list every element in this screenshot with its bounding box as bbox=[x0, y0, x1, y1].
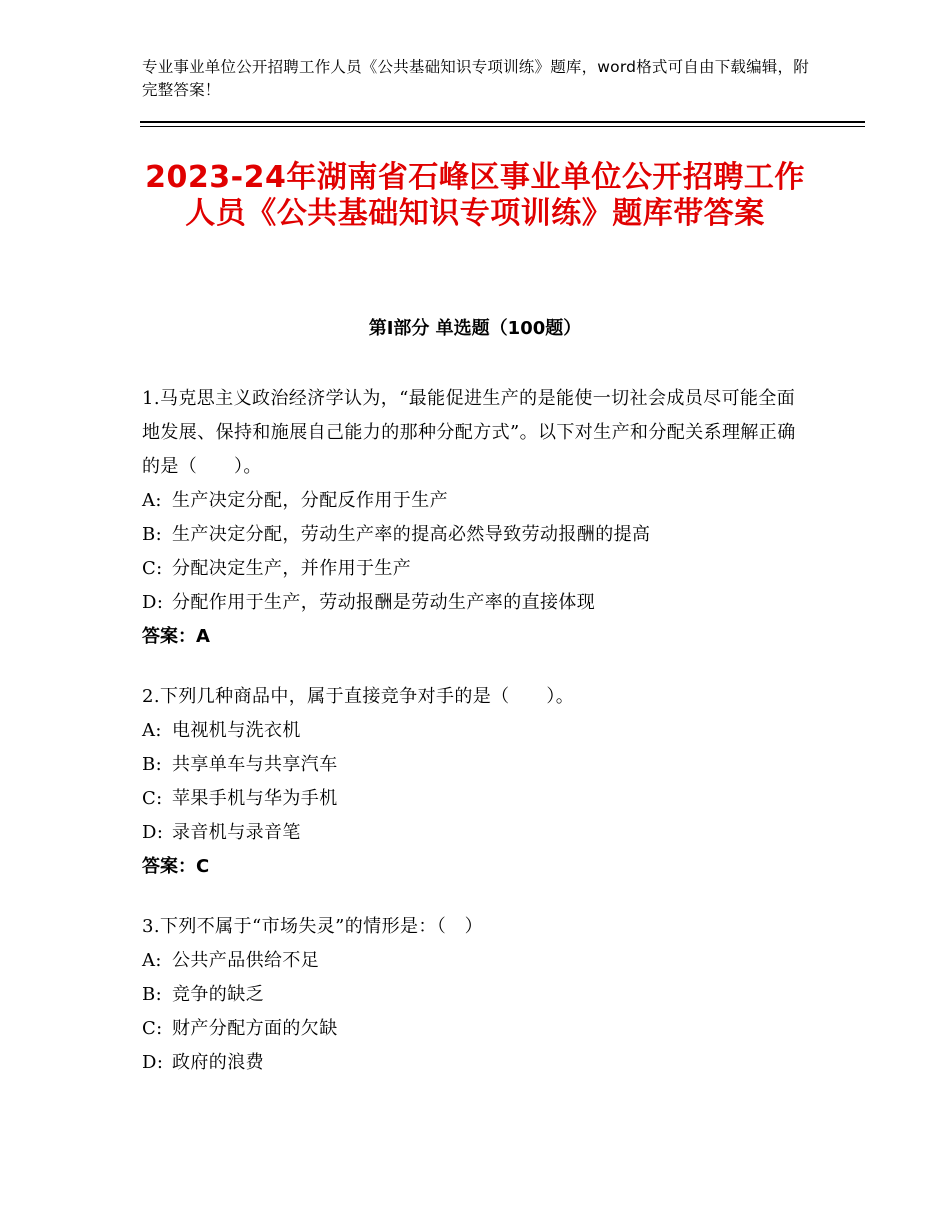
option-letter: D: bbox=[142, 592, 164, 613]
option-text: 竞争的缺乏 bbox=[172, 984, 264, 1005]
question-stem: 3.下列不属于“市场失灵”的情形是：（ ） bbox=[142, 916, 483, 937]
option-a bbox=[142, 944, 802, 978]
section-title: 第I部分 单选题（100题） bbox=[368, 318, 582, 339]
option-letter: B: bbox=[142, 754, 163, 775]
option-text: 苹果手机与华为手机 bbox=[172, 788, 338, 809]
question-3 bbox=[142, 910, 802, 1080]
option-text: 录音机与录音笔 bbox=[172, 822, 301, 843]
option-text: 生产决定分配，劳动生产率的提高必然导致劳动报酬的提高 bbox=[172, 524, 651, 545]
header-note: 专业事业单位公开招聘工作人员《公共基础知识专项训练》题库，word格式可自由下载编辑，附完整答案！ bbox=[142, 58, 809, 99]
option-b bbox=[142, 518, 802, 552]
option-text: 政府的浪费 bbox=[172, 1052, 264, 1073]
option-letter: C: bbox=[142, 558, 163, 579]
option-letter: D: bbox=[142, 822, 164, 843]
option-b bbox=[142, 978, 802, 1012]
option-letter: A: bbox=[142, 490, 162, 511]
header-rule-thick bbox=[140, 121, 865, 123]
option-letter: B: bbox=[142, 524, 163, 545]
option-letter: A: bbox=[142, 720, 162, 741]
option-text: 分配作用于生产，劳动报酬是劳动生产率的直接体现 bbox=[172, 592, 596, 613]
option-letter: B: bbox=[142, 984, 163, 1005]
option-a bbox=[142, 714, 802, 748]
question-2 bbox=[142, 680, 802, 884]
option-text: 公共产品供给不足 bbox=[172, 950, 320, 971]
document-title: 2023-24年湖南省石峰区事业单位公开招聘工作人员《公共基础知识专项训练》题库带答案 bbox=[145, 160, 805, 231]
option-letter: A: bbox=[142, 950, 162, 971]
option-text: 分配决定生产，并作用于生产 bbox=[172, 558, 412, 579]
option-c bbox=[142, 782, 802, 816]
option-a bbox=[142, 484, 802, 518]
option-letter: C: bbox=[142, 788, 163, 809]
option-c bbox=[142, 1012, 802, 1046]
option-text: 共享单车与共享汽车 bbox=[172, 754, 338, 775]
question-list bbox=[142, 382, 802, 1106]
option-text: 生产决定分配，分配反作用于生产 bbox=[172, 490, 448, 511]
answer-line: 答案：A bbox=[142, 626, 210, 647]
option-letter: C: bbox=[142, 1018, 163, 1039]
option-letter: D: bbox=[142, 1052, 164, 1073]
question-stem: 1.马克思主义政治经济学认为，“最能促进生产的是能使一切社会成员尽可能全面地发展、保持和施展自己能力的那种分配方式”。以下对生产和分配关系理解正确的是（ ）。 bbox=[142, 388, 796, 477]
option-d bbox=[142, 586, 802, 620]
answer-line: 答案：C bbox=[142, 856, 210, 877]
option-text: 财产分配方面的欠缺 bbox=[172, 1018, 338, 1039]
question-1 bbox=[142, 382, 802, 654]
option-d bbox=[142, 816, 802, 850]
option-c bbox=[142, 552, 802, 586]
option-b bbox=[142, 748, 802, 782]
option-d bbox=[142, 1046, 802, 1080]
header-rule-thin bbox=[140, 126, 865, 127]
question-stem: 2.下列几种商品中，属于直接竞争对手的是（ ）。 bbox=[142, 686, 575, 707]
option-text: 电视机与洗衣机 bbox=[172, 720, 301, 741]
